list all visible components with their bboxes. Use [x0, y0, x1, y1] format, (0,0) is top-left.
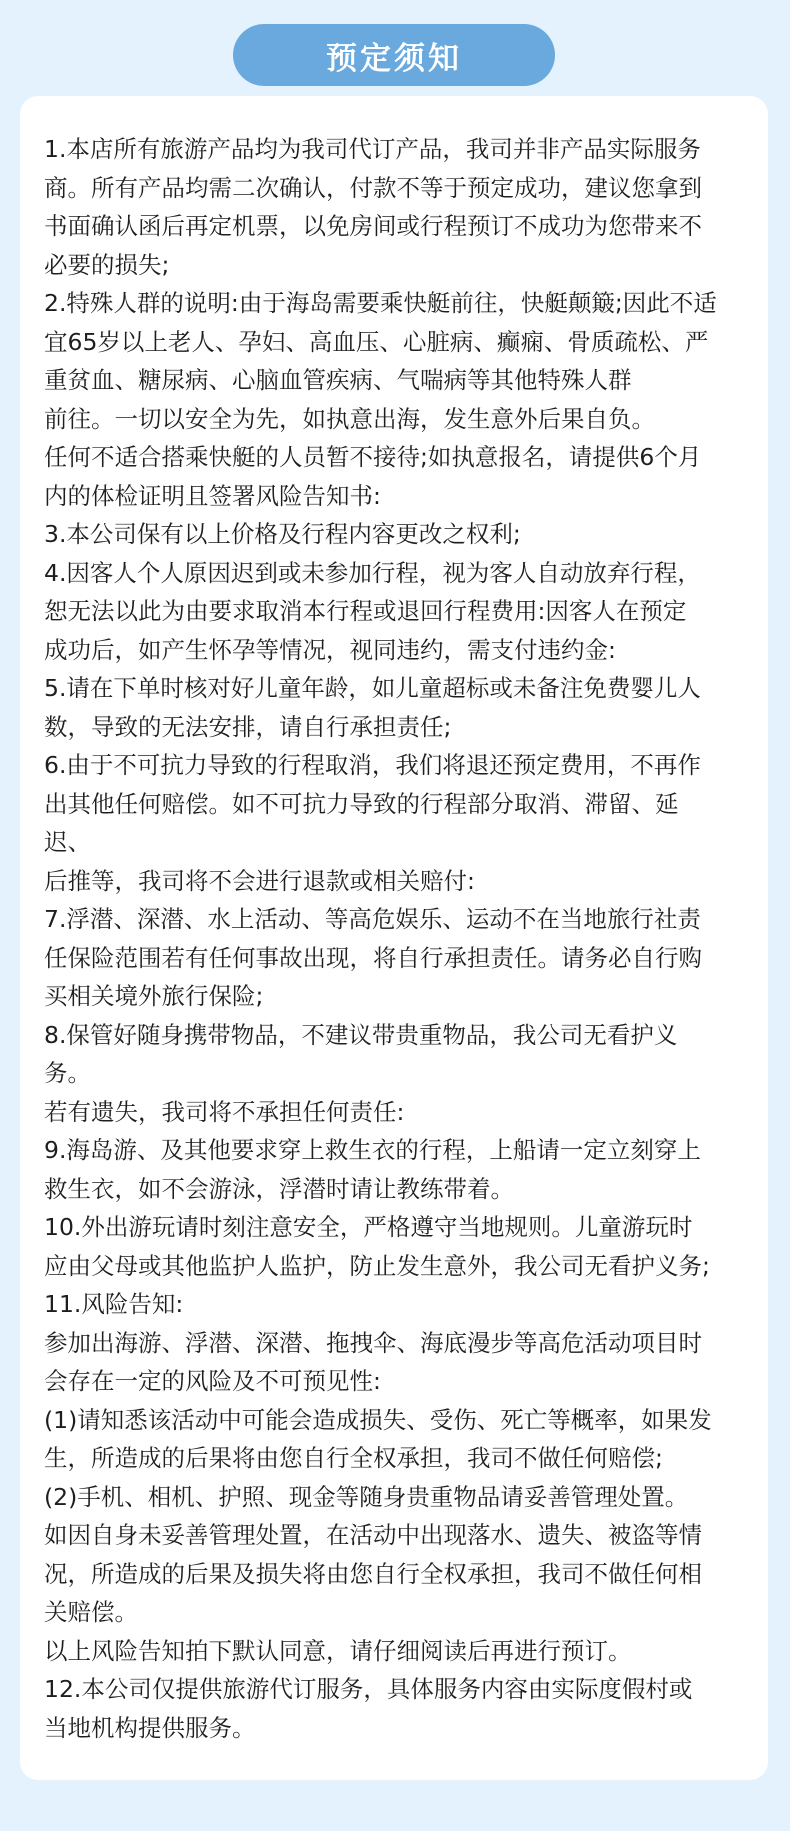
notice-line: 必要的损失; [44, 250, 170, 279]
notice-line: 以上风险告知拍下默认同意，请仔细阅读后再进行预订。 [44, 1636, 632, 1665]
notice-line: 当地机构提供服务。 [44, 1713, 256, 1742]
notice-line: 3.本公司保有以上价格及行程内容更改之权利; [44, 520, 521, 548]
notice-line: 7.浮潜、深潜、水上活动、等高危娱乐、运动不在当地旅行社责 [44, 905, 701, 933]
notice-line: 后推等，我司将不会进行退款或相关赔付: [44, 866, 475, 895]
notice-line: 数，导致的无法安排，请自行承担责任; [44, 712, 452, 741]
notice-line: 9.海岛游、及其他要求穿上救生衣的行程，上船请一定立刻穿上 [44, 1136, 701, 1164]
notice-line: 内的体检证明且签署风险告知书: [44, 481, 381, 510]
notice-card [20, 96, 768, 1780]
notice-line: 重贫血、糖尿病、心脑血管疾病、气喘病等其他特殊人群 [44, 366, 632, 394]
notice-line: 务。 [44, 1059, 91, 1087]
notice-line: 11.风险告知: [44, 1290, 184, 1318]
notice-line: 2.特殊人群的说明:由于海岛需要乘快艇前往，快艇颠簸;因此不适 [44, 289, 717, 317]
notice-line: 成功后，如产生怀孕等情况，视同违约，需支付违约金: [44, 635, 616, 664]
notice-line: 关赔偿。 [44, 1598, 138, 1626]
notice-line: 应由父母或其他监护人监护，防止发生意外，我公司无看护义务; [44, 1251, 710, 1280]
notice-line: 10.外出游玩请时刻注意安全，严格遵守当地规则。儿童游玩时 [44, 1213, 693, 1241]
notice-line: 况，所造成的后果及损失将由您自行全权承担，我司不做任何相 [44, 1559, 702, 1588]
notice-line: 12.本公司仅提供旅游代订服务，具体服务内容由实际度假村或 [44, 1675, 693, 1703]
notice-line: 若有遗失，我司将不承担任何责任: [44, 1097, 405, 1126]
notice-line: 6.由于不可抗力导致的行程取消，我们将退还预定费用，不再作 [44, 751, 701, 779]
notice-line: 前往。一切以安全为先，如执意出海，发生意外后果自负。 [44, 404, 655, 433]
notice-line: 1.本店所有旅游产品均为我司代订产品，我司并非产品实际服务 [44, 135, 701, 163]
notice-line: 商。所有产品均需二次确认，付款不等于预定成功，建议您拿到 [44, 173, 702, 202]
notice-line: (2)手机、相机、护照、现金等随身贵重物品请妥善管理处置。 [44, 1482, 689, 1511]
notice-line: 救生衣，如不会游泳，浮潜时请让教练带着。 [44, 1174, 514, 1203]
notice-line: 5.请在下单时核对好儿童年龄，如儿童超标或未备注免费婴儿人 [44, 674, 701, 702]
notice-line: 会存在一定的风险及不可预见性: [44, 1367, 381, 1395]
page-title: 预定须知 [233, 24, 555, 86]
notice-line: 买相关境外旅行保险; [44, 982, 264, 1010]
notice-line: 8.保管好随身携带物品，不建议带贵重物品，我公司无看护义 [44, 1020, 678, 1049]
notice-line: 任保险范围若有任何事故出现，将自行承担责任。请务必自行购 [44, 943, 702, 972]
notice-line: 迟、 [44, 828, 91, 856]
notice-line: 宜65岁以上老人、孕妇、高血压、心脏病、癫痫、骨质疏松、严 [44, 327, 709, 356]
notice-line: 任何不适合搭乘快艇的人员暂不接待;如执意报名，请提供6个月 [44, 443, 702, 471]
notice-line: 出其他任何赔偿。如不可抗力导致的行程部分取消、滞留、延 [44, 789, 679, 818]
notice-line: 参加出海游、浮潜、深潜、拖拽伞、海底漫步等高危活动项目时 [44, 1328, 702, 1357]
notice-line: 4.因客人个人原因迟到或未参加行程，视为客人自动放弃行程， [44, 558, 701, 587]
notice-line: 书面确认函后再定机票，以免房间或行程预订不成功为您带来不 [44, 212, 702, 240]
notice-line: 生，所造成的后果将由您自行全权承担，我司不做任何赔偿; [44, 1444, 663, 1472]
notice-line: 恕无法以此为由要求取消本行程或退回行程费用:因客人在预定 [44, 597, 687, 625]
notice-line: 如因自身未妥善管理处置，在活动中出现落水、遗失、被盗等情 [44, 1521, 702, 1549]
notice-line: (1)请知悉该活动中可能会造成损失、受伤、死亡等概率，如果发 [44, 1405, 712, 1434]
